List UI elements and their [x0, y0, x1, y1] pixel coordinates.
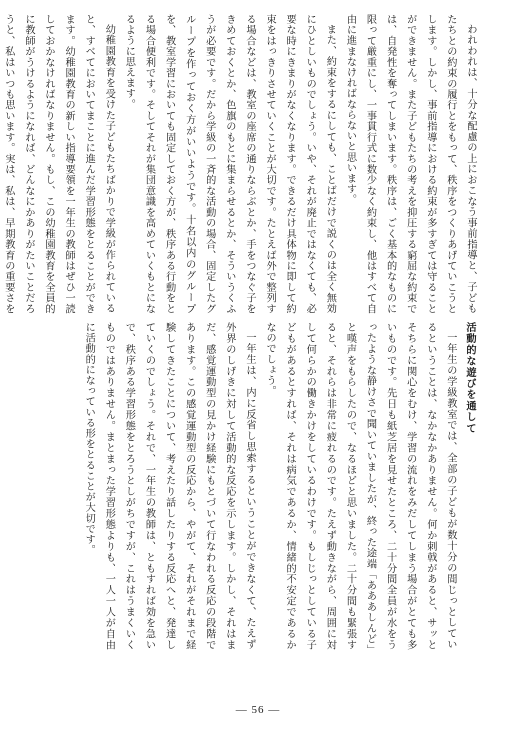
section-heading: 活動的な遊びを通して — [464, 322, 476, 434]
paragraph: 一年生の学級教室では、全部の子どもが数十分の間じっとしているということは、なかなかありません。何か刺戟があると、サッとそちらに関心をむけ、学習の流れをみだしてしまう場合がとても多いものです。先日も紙芝居を見せたところ、二十分間全員が水をうったような静けさで聞いていましたが、終った途端「あああしんど」と嘆声をもらしたので、なるほどと思いました。二十分間も緊張すると、それらは非常に疲れるのです。たえず動きながら、周囲に対して何らかの働きかけをしているわけです。もしじっとしている子どもがあるとすれば、それは病気であるか、情緒的不安定であるかなのでしょう。 — [264, 322, 456, 650]
upper-text-block — [2, 14, 480, 314]
paragraph: われわれは、十分な配慮の上におこなう事前指導と、子どもたちとの約束の履行とをもって、秩序をつくりあげていこうとします。しかし、事前指導における約束が多すぎては守ることができません。また子どもたちの考えを抑圧する窮屈な約束では、自発性を奪ってしまいます。秩序は、ごく基本的なものに限って厳重にし、一事貫行式に数少なく約束し、他はすべて自由に進まなければならないと思います。 — [344, 14, 476, 314]
page-number: — 56 — — [235, 704, 281, 716]
lower-text-block — [10, 322, 480, 650]
paragraph: 一年生は、内に反省し思索するということができなくて、たえず外界のしげきに対して活動的な反応を示します。しかし、それはまだ、感覚運動型の見かけ経験にもとづいて行なわれる反応の段階であります。この感覚運動型の反応から、やがて、それがそれまで経験してきたことについて、考えたり話したりする反応へと、発達していくのでしょう。それで、一年生の教師は、ともすれば効を急いで、秩序ある学習形態をとろうとしがちですが、これはうまくいくものではありません。まとまった学習形態よりも、一人一人が自由に活動的になっている形をとることが大切です。 — [83, 322, 255, 650]
paragraph: 幼稚園教育を受けた子どもたちばかりで学級が作られていると、すべてにおいてまことに進んだ学習形態をとることができます。幼稚園教育の新しい指導要領を一年生の教師はぜひ一読しておかなければなりません。もし、この幼稚園教育を全員的に教師がうけるようになれば、どんなにかありがたいことだろうと、私はいつも思います。実は、私は、早期教育の重要さを — [2, 14, 115, 314]
paragraph: また、約束をするにしても、ことばだけで説くのは全く無効にひとしいものでしょう。いや、それが廃止ではなくても、必要な時にきまりがなくなります。できるだけ具体物に即して約束をはっきりさせていくことが大切です。たとえば外で整列する場合などは、教室の座席の通りならぶとか、手をつなぐ子をきめておくとか、色旗のもとに集まらせるとか、そういうくふうが必要です。だから学級の一斉的な活動の場合、固定したグループを作っておく方がいいようです。十名以内のグループを、教室学習においても固定しておく方が、秩序ある行動をとる場合便利です。そしてそれが集団意識を高めていくもとになるように思えます。 — [123, 14, 336, 314]
